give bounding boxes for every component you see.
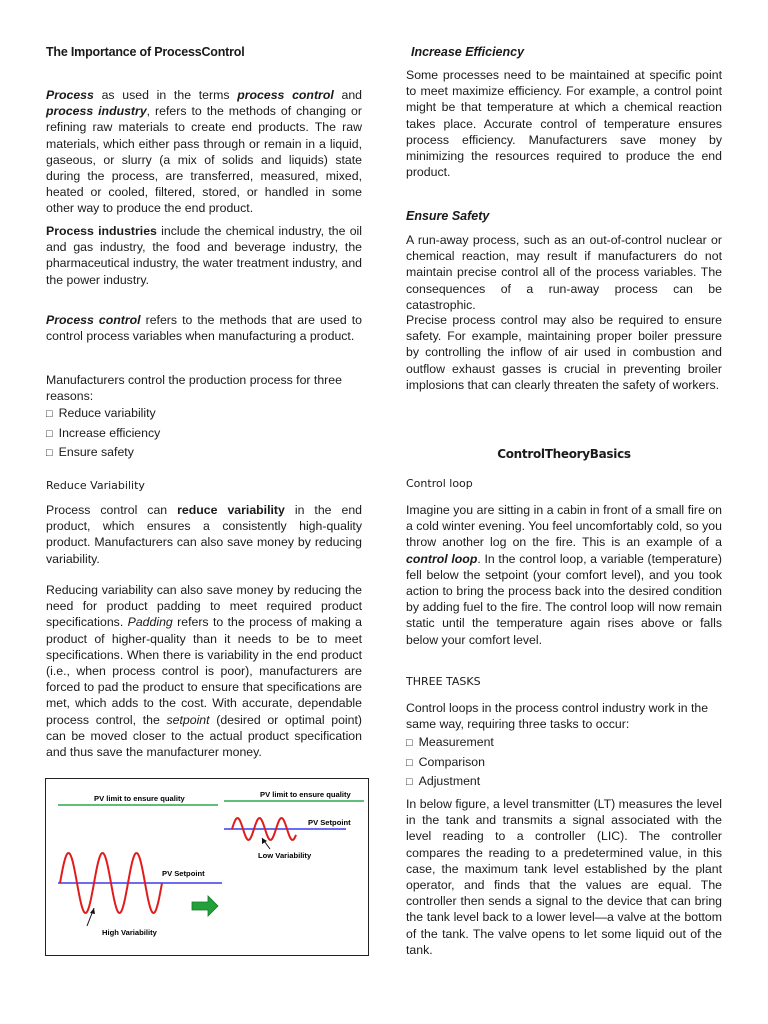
variability-figure bbox=[45, 778, 369, 956]
pointer-arrowhead-left bbox=[90, 908, 95, 914]
increase-efficiency-heading: Increase Efficiency bbox=[411, 45, 525, 59]
process-definition-paragraph: Process as used in the terms process control and process industry, refers to the methods of changing or refining raw materials to create end products. The raw materials, which either pass through or remain in a liquid, gaseous, or slurry (a mix of solids and liquids) state during the process, are transferred, measured, mixed, heated or cooled, filtered, stored, or handled in some other way to produce the end product. bbox=[46, 88, 362, 216]
list-item: □ Reduce variability bbox=[46, 404, 160, 424]
tasks-list bbox=[406, 733, 494, 792]
page-title: The Importance of ProcessControl bbox=[46, 45, 245, 59]
term-process-control: process control bbox=[237, 88, 334, 102]
list-item: □ Ensure safety bbox=[46, 443, 160, 463]
level-transmitter-paragraph: In below figure, a level transmitter (LT) measures the level in the tank and transmits a signal associated with the level reading to a controller (LIC). The controller compares the reading to a predetermined value, in this case, the maximum tank level established by the plant operator, and finds that the values are equal. The controller then sends a signal to the device that can bring the tank level back to a lower level—a valve at the bottom of the tank. The valve opens to let some liquid out of the tank. bbox=[406, 797, 722, 957]
safety-paragraph-2: Precise process control may also be required to ensure safety. For example, maintaining proper boiler pressure by controlling the inflow of air used in combustion and outflow exhaust gasses is crucial in preventing broiler implosions that can clearly threaten the safety of workers. bbox=[406, 313, 722, 392]
list-item: □ Comparison bbox=[406, 753, 494, 773]
control-loop-paragraph: Imagine you are sitting in a cabin in front of a small fire on a cold winter evening. You feel uncomfortably cold, so you throw another log on the fire. This is an example of a control loop. In the control loop, a variable (temperature) fell below the setpoint (your comfort level), and you took action to bring the process back into the desired condition by adding fuel to the fire. The control loop will now remain static until the temperature again rises above or falls below your comfort level. bbox=[406, 503, 722, 647]
reasons-intro: Manufacturers control the production process for three reasons: bbox=[46, 373, 342, 404]
reduce-variability-heading: Reduce Variability bbox=[46, 479, 145, 492]
control-theory-heading: ControlTheoryBasics bbox=[497, 447, 631, 461]
setpoint-label-left: PV Setpoint bbox=[162, 869, 205, 878]
process-industries-paragraph: Process industries include the chemical industry, the oil and gas industry, the food and beverage industry, the pharmaceutical industry, the water treatment industry, and the power industry. bbox=[46, 224, 362, 287]
three-tasks-heading: THREE TASKS bbox=[406, 675, 481, 688]
low-variability-label: Low Variability bbox=[258, 851, 312, 860]
safety-paragraph-1: A run-away process, such as an out-of-control nuclear or chemical reaction, may result if manufacturers do not maintain precise control all of the process variables. The consequences of a run-away process can be catastrophic. bbox=[406, 233, 722, 312]
control-loop-heading: Control loop bbox=[406, 477, 473, 490]
efficiency-paragraph: Some processes need to be maintained at specific point to meet maximize efficiency. For example, a control point might be that temperature at which a chemical reaction takes place. Accurate control of temperature ensures process efficiency. Manufacturers save money by minimizing the resources required to produce the end product. bbox=[406, 68, 722, 180]
term-process: Process bbox=[46, 88, 94, 102]
high-variability-label: High Variability bbox=[102, 928, 157, 937]
list-item: □ Increase efficiency bbox=[46, 424, 160, 444]
term-process-industry: process industry bbox=[46, 104, 147, 119]
setpoint-label-right: PV Setpoint bbox=[308, 818, 351, 827]
reasons-list bbox=[46, 404, 160, 463]
padding-paragraph: Reducing variability can also save money by reducing the need for product padding to meet required product specifications. Padding refers to the process of making a product of higher-quality than it needs to be to meet specifications. When there is variability in the end product (i.e., when process control is poor), manufacturers are forced to pad the product to ensure that specifications are met, which adds to the cost. With accurate, dependable process control, the setpoint (desired or optimal point) can be moved closer to the actual product specification and thus save the manufacturer money. bbox=[46, 583, 362, 760]
three-tasks-paragraph: Control loops in the process control industry work in the same way, requiring three tasks to occur: bbox=[406, 701, 709, 732]
improvement-arrow-icon bbox=[192, 896, 218, 916]
process-control-paragraph: Process control refers to the methods that are used to control process variables when manufacturing a product. bbox=[46, 313, 362, 344]
ensure-safety-heading: Ensure Safety bbox=[406, 209, 490, 223]
variability-diagram bbox=[46, 779, 368, 955]
quality-limit-label-left: PV limit to ensure quality bbox=[94, 794, 185, 803]
list-item: □ Adjustment bbox=[406, 772, 494, 792]
list-item: □ Measurement bbox=[406, 733, 494, 753]
reduce-variability-paragraph: Process control can reduce variability in the end product, which ensures a consistently high-quality product. Manufacturers can also save money by reducing variability. bbox=[46, 503, 363, 566]
quality-limit-label-right: PV limit to ensure quality bbox=[260, 790, 351, 799]
